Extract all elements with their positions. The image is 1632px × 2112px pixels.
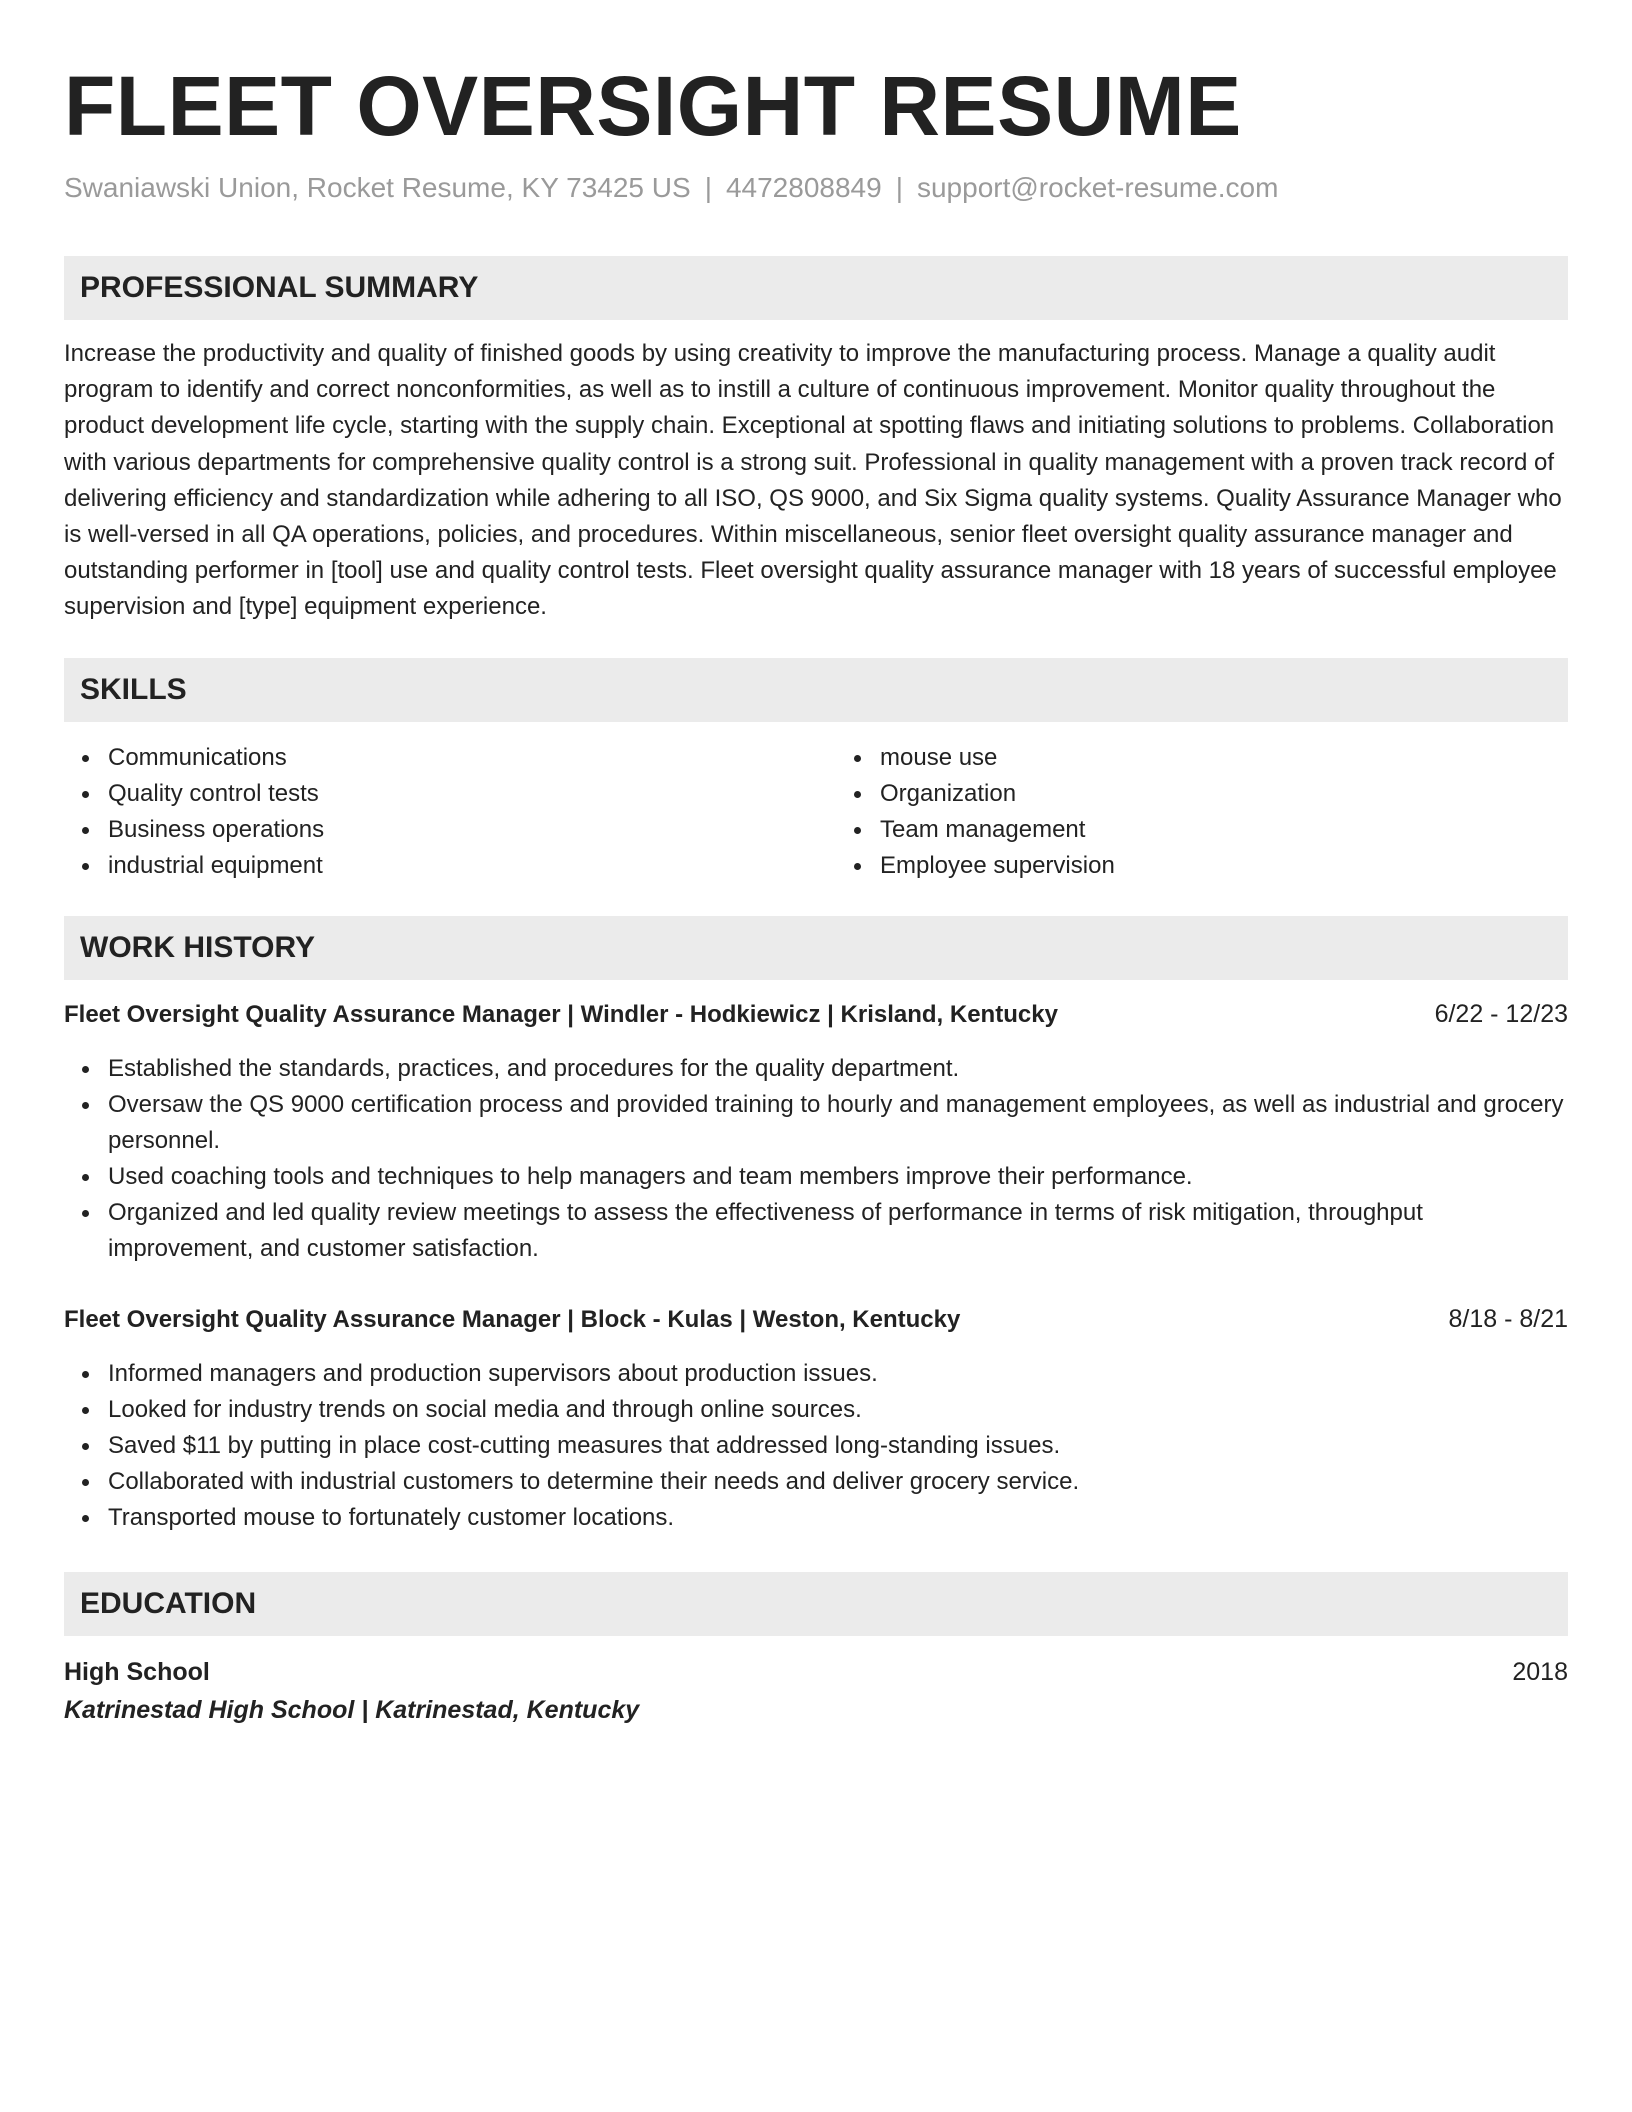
skill-item: Organization [880, 776, 1568, 812]
skill-item: Employee supervision [880, 848, 1568, 884]
education-row [64, 1654, 1568, 1690]
job-title: Fleet Oversight Quality Assurance Manager | Block - Kulas | Weston, Kentucky [64, 1305, 961, 1333]
education-year: 2018 [1512, 1657, 1568, 1686]
job-bullet: Informed managers and production supervisors about production issues. [108, 1356, 1568, 1392]
job-bullet: Looked for industry trends on social media and through online sources. [108, 1392, 1568, 1428]
skills-list-left [64, 740, 796, 884]
skill-item: industrial equipment [108, 848, 796, 884]
contact-separator: | [704, 172, 712, 203]
skill-item: Communications [108, 740, 796, 776]
skill-item: mouse use [880, 740, 1568, 776]
contact-separator: | [895, 172, 903, 203]
skills-grid [64, 740, 1568, 884]
job-title-row [64, 996, 1568, 1033]
contact-line [64, 170, 1568, 206]
job-bullet: Saved $11 by putting in place cost-cutting measures that addressed long-standing issues. [108, 1428, 1568, 1464]
contact-email: support@rocket-resume.com [916, 172, 1279, 203]
contact-address: Swaniawski Union, Rocket Resume, KY 73425 US [64, 172, 691, 203]
job-bullet: Established the standards, practices, and procedures for the quality department. [108, 1051, 1568, 1087]
summary-heading: PROFESSIONAL SUMMARY [64, 256, 1568, 320]
job-bullets [64, 1356, 1568, 1536]
contact-phone: 4472808849 [725, 172, 882, 203]
job-bullet: Used coaching tools and techniques to help managers and team members improve their performance. [108, 1159, 1568, 1195]
skills-list-right [836, 740, 1568, 884]
skill-item: Quality control tests [108, 776, 796, 812]
education-school: Katrinestad High School | Katrinestad, Kentucky [64, 1695, 640, 1724]
job-dates: 6/22 - 12/23 [1434, 999, 1568, 1028]
job-title: Fleet Oversight Quality Assurance Manager | Windler - Hodkiewicz | Krisland, Kentucky [64, 1000, 1058, 1028]
work-heading: WORK HISTORY [64, 916, 1568, 980]
job-dates: 8/18 - 8/21 [1448, 1304, 1568, 1333]
job-entry [64, 1301, 1568, 1536]
job-bullet: Collaborated with industrial customers to determine their needs and deliver grocery service. [108, 1464, 1568, 1500]
job-entry [64, 996, 1568, 1267]
summary-text: Increase the productivity and quality of finished goods by using creativity to improve the manufacturing process. Manage a quality audit program to identify and correct nonconformities, as well as to instill a culture of continuous improvement. Monitor quality throughout the product development life cycle, starting with the supply chain. Exceptional at spotting flaws and initiating solutions to problems. Collaboration with various departments for comprehensive quality control is a strong suit. Professional in quality management with a proven track record of delivering efficiency and standardization while adhering to all ISO, QS 9000, and Six Sigma quality systems. Quality Assurance Manager who is well-versed in all QA operations, policies, and procedures. Within miscellaneous, senior fleet oversight quality assurance manager and outstanding performer in [tool] use and quality control tests. Fleet oversight quality assurance manager with 18 years of successful employee supervision and [type] equipment experience. [64, 340, 1562, 621]
job-bullet: Organized and led quality review meetings to assess the effectiveness of performance in terms of risk mitigation, throughput improvement, and customer satisfaction. [108, 1195, 1568, 1267]
education-degree: High School [64, 1657, 210, 1686]
job-bullet: Transported mouse to fortunately customer locations. [108, 1500, 1568, 1536]
resume-name: FLEET OVERSIGHT RESUME [64, 59, 1242, 153]
skills-heading: SKILLS [64, 658, 1568, 722]
education-heading: EDUCATION [64, 1572, 1568, 1636]
job-title-row [64, 1301, 1568, 1338]
skill-item: Team management [880, 812, 1568, 848]
job-bullets [64, 1051, 1568, 1267]
skill-item: Business operations [108, 812, 796, 848]
job-bullet: Oversaw the QS 9000 certification process and provided training to hourly and management employees, as well as industrial and grocery personnel. [108, 1087, 1568, 1159]
